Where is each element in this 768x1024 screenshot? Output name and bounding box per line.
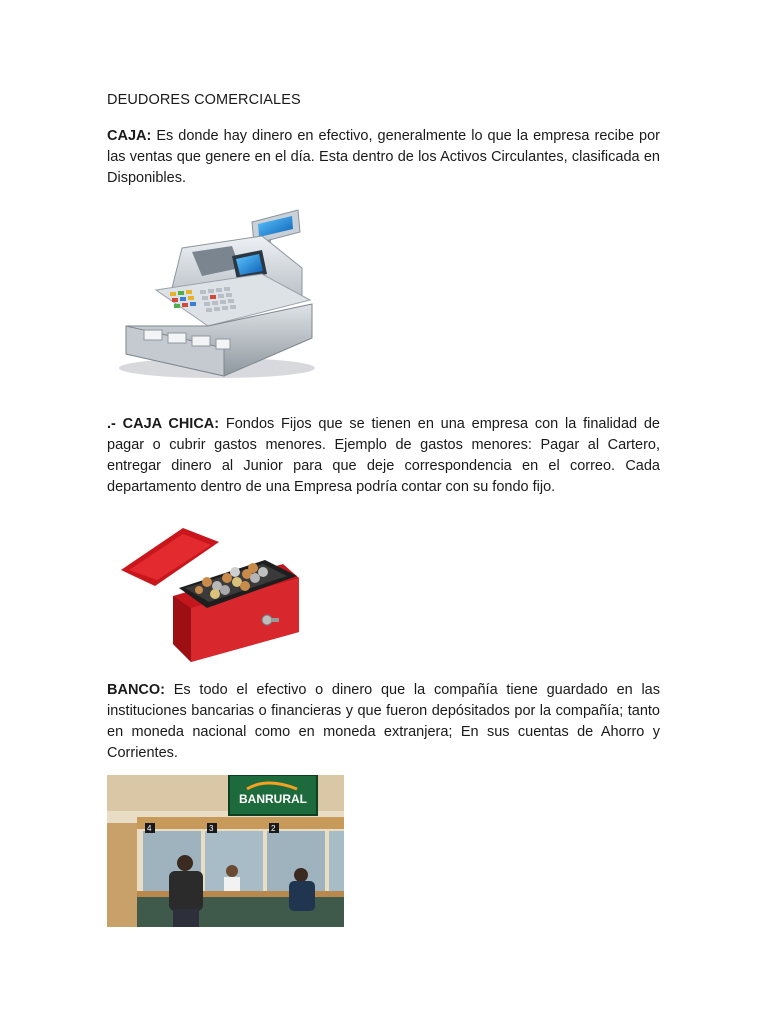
cash-register-image bbox=[112, 208, 327, 386]
paragraph-banco bbox=[107, 680, 660, 764]
term-caja: CAJA: bbox=[107, 128, 152, 144]
bank-branch-image bbox=[107, 775, 344, 927]
paragraph-caja bbox=[107, 126, 660, 189]
term-banco: BANCO: bbox=[107, 682, 165, 698]
counter-number-3: 3 bbox=[209, 824, 214, 833]
counter-number-2: 2 bbox=[271, 824, 276, 833]
paragraph-caja-chica bbox=[107, 414, 660, 498]
definition-banco: Es todo el efectivo o dinero que la compañía tiene guardado en las instituciones bancarias o financieras y que fueron depósitados por la compañía; tanto en moneda nacional como en moneda extranjera; En sus cuentas de Ahorro y Corrientes. bbox=[107, 682, 660, 761]
document-heading: DEUDORES COMERCIALES bbox=[107, 92, 301, 108]
term-caja-chica: .- CAJA CHICA: bbox=[107, 416, 220, 432]
definition-caja-chica: Fondos Fijos que se tienen en una empresa con la finalidad de pagar o cubrir gastos menores. Ejemplo de gastos menores: Pagar al Cartero, entregar dinero al Junior para que deje correspondencia en el correo. Cada departamento dentro de una Empresa podría contar con su fondo fijo. bbox=[107, 416, 660, 495]
petty-cash-box-image bbox=[107, 512, 327, 664]
counter-number-4: 4 bbox=[147, 824, 152, 833]
banrural-sign-text: BANRURAL bbox=[239, 792, 307, 806]
definition-caja: Es donde hay dinero en efectivo, generalmente lo que la empresa recibe por las ventas que genere en el día. Esta dentro de los Activos Circulantes, clasificada en Disponibles. bbox=[107, 128, 660, 186]
